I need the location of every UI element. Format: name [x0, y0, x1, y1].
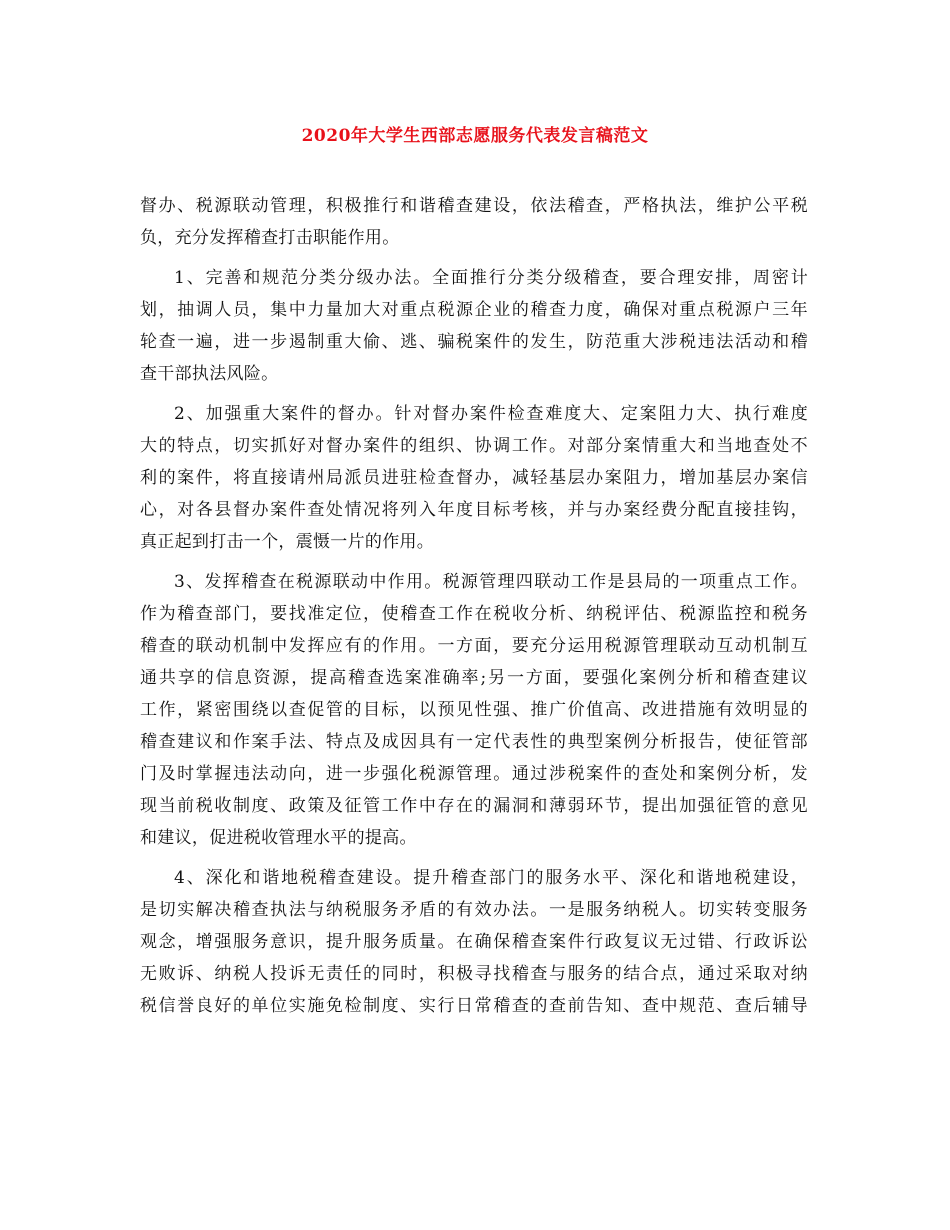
text-line: 轮查一遍，进一步遏制重大偷、逃、骗税案件的发生，防范重大涉税违法活动和稽 — [140, 332, 808, 352]
text-line: 稽查的联动机制中发挥应有的作用。一方面，要充分运用税源管理联动互动机制互 — [140, 636, 808, 656]
paragraph-gap — [140, 254, 808, 262]
text-line: 是切实解决稽查执法与纳税服务矛盾的有效办法。一是服务纳税人。切实转变服务 — [140, 900, 808, 920]
text-line: 2、加强重大案件的督办。针对督办案件检查难度大、定案阻力大、执行难度 — [174, 404, 808, 424]
paragraph — [140, 190, 808, 254]
text-line: 3、发挥稽查在税源联动中作用。税源管理四联动工作是县局的一项重点工作。 — [174, 572, 808, 592]
paragraph — [140, 262, 808, 390]
document-body — [140, 190, 808, 1022]
text-line: 现当前税收制度、政策及征管工作中存在的漏洞和薄弱环节，提出加强征管的意见 — [140, 796, 808, 816]
text-line: 作为稽查部门，要找准定位，使稽查工作在税收分析、纳税评估、税源监控和税务 — [140, 604, 808, 624]
text-line: 划，抽调人员，集中力量加大对重点税源企业的稽查力度，确保对重点税源户三年 — [140, 300, 808, 320]
paragraph — [140, 398, 808, 558]
text-line: 查干部执法风险。 — [140, 364, 279, 384]
text-line: 心，对各县督办案件查处情况将列入年度目标考核，并与办案经费分配直接挂钩， — [140, 500, 808, 520]
text-line: 通共享的信息资源，提高稽查选案准确率;另一方面，要强化案例分析和稽查建议 — [140, 668, 808, 688]
text-line: 观念，增强服务意识，提升服务质量。在确保稽查案件行政复议无过错、行政诉讼 — [140, 932, 808, 952]
paragraph-gap — [140, 854, 808, 862]
paragraph — [140, 566, 808, 854]
text-line: 督办、税源联动管理，积极推行和谐稽查建设，依法稽查，严格执法，维护公平税 — [140, 196, 808, 216]
document-title: 2020年大学生西部志愿服务代表发言稿范文 — [301, 126, 649, 146]
text-line: 和建议，促进税收管理水平的提高。 — [140, 828, 417, 848]
paragraph-gap — [140, 390, 808, 398]
text-line: 大的特点，切实抓好对督办案件的组织、协调工作。对部分案情重大和当地查处不 — [140, 436, 808, 456]
text-line: 1、完善和规范分类分级办法。全面推行分类分级稽查，要合理安排，周密计 — [174, 268, 808, 288]
text-line: 4、深化和谐地税稽查建设。提升稽查部门的服务水平、深化和谐地税建设， — [174, 868, 808, 888]
text-line: 无败诉、纳税人投诉无责任的同时，积极寻找稽查与服务的结合点，通过采取对纳 — [140, 964, 808, 984]
text-line: 稽查建议和作案手法、特点及成因具有一定代表性的典型案例分析报告，使征管部 — [140, 732, 808, 752]
text-line: 真正起到打击一个，震慑一片的作用。 — [140, 532, 435, 552]
text-line: 门及时掌握违法动向，进一步强化税源管理。通过涉税案件的查处和案例分析，发 — [140, 764, 808, 784]
text-line: 税信誉良好的单位实施免检制度、实行日常稽查的查前告知、查中规范、查后辅导 — [140, 996, 808, 1016]
text-line: 利的案件，将直接请州局派员进驻检查督办，减轻基层办案阻力，增加基层办案信 — [140, 468, 808, 488]
text-line: 负，充分发挥稽查打击职能作用。 — [140, 228, 400, 248]
paragraph — [140, 862, 808, 1022]
paragraph-gap — [140, 558, 808, 566]
text-line: 工作，紧密围绕以查促管的目标，以预见性强、推广价值高、改进措施有效明显的 — [140, 700, 808, 720]
